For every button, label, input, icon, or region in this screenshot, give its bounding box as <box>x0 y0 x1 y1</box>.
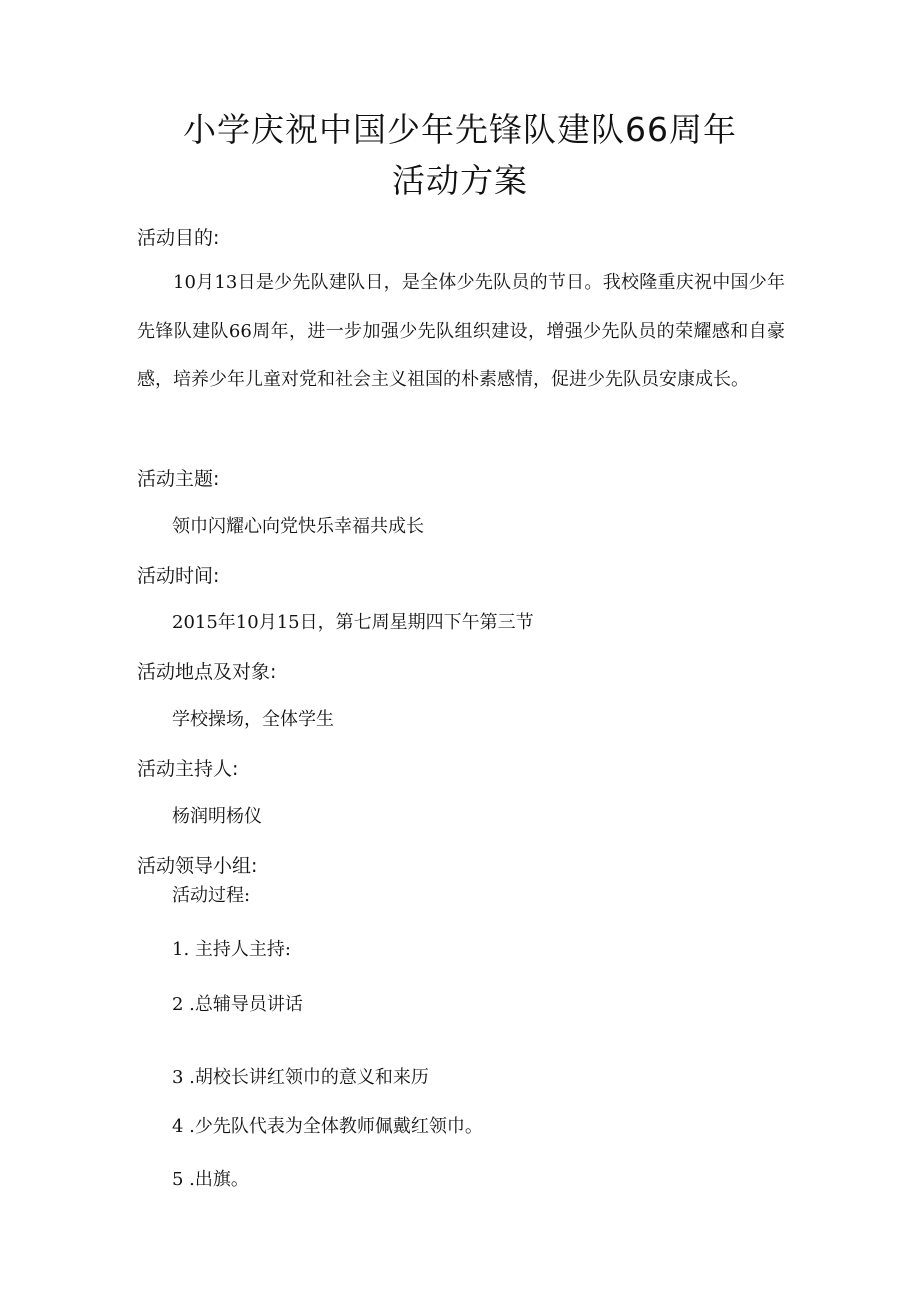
theme-heading: 活动主题: <box>137 468 220 490</box>
place-text: 学校操场，全体学生 <box>172 709 334 730</box>
document-title-line1: 小学庆祝中国少年先锋队建队66周年 <box>183 110 737 149</box>
time-text: 2015年10月15日，第七周星期四下午第三节 <box>172 612 534 633</box>
purpose-paragraph: 10月13日是少先队建队日，是全体少先队员的节日。我校隆重庆祝中国少年先锋队建队66周年，进一步加强少先队组织建设，增强少先队员的荣耀感和自豪感，培养少年儿童对党和社会主义祖国的朴素感情，促进少先队员安康成长。 <box>137 272 785 390</box>
place-heading: 活动地点及对象: <box>137 661 277 683</box>
theme-text: 领巾闪耀心向党快乐幸福共成长 <box>172 516 424 537</box>
process-step: 3 .胡校长讲红领巾的意义和来历 <box>172 1067 429 1088</box>
process-step: 4 .少先队代表为全体教师佩戴红领巾。 <box>172 1116 483 1137</box>
purpose-heading: 活动目的: <box>137 227 220 249</box>
process-step: 1. 主持人主持: <box>172 939 291 960</box>
host-text: 杨润明杨仪 <box>172 806 262 827</box>
process-step: 5 .出旗。 <box>172 1169 249 1190</box>
process-step: 2 .总辅导员讲话 <box>172 994 303 1015</box>
document-title-line2: 活动方案 <box>392 161 528 200</box>
host-heading: 活动主持人: <box>137 758 239 780</box>
time-heading: 活动时间: <box>137 565 220 587</box>
leaders-heading: 活动领导小组: <box>137 855 258 877</box>
process-heading: 活动过程: <box>172 885 251 906</box>
